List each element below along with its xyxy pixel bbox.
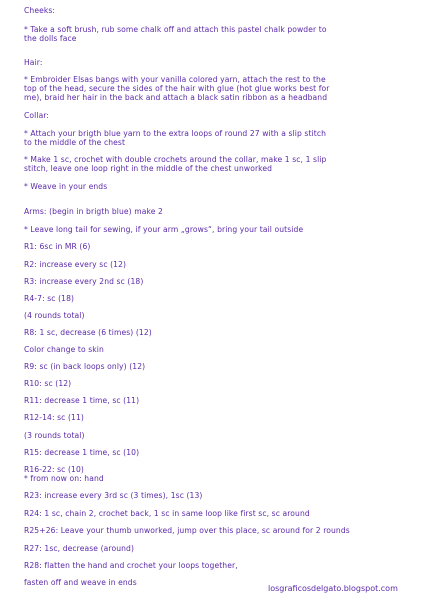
pattern-row: R11: decrease 1 time, sc (11) xyxy=(24,396,140,405)
blog-url-footer: losgraficosdelgato.blogspot.com xyxy=(268,584,398,593)
pattern-row: R3: increase every 2nd sc (18) xyxy=(24,277,144,286)
text-line: * Embroider Elsas bangs with your vanilla colored yarn, attach the rest to the xyxy=(24,75,326,84)
heading-hair: Hair: xyxy=(24,58,43,67)
text-line: * Weave in your ends xyxy=(24,182,108,191)
pattern-row: R9: sc (in back loops only) (12) xyxy=(24,362,146,371)
pattern-row: R12-14: sc (11) xyxy=(24,413,84,422)
text-line: top of the head, secure the sides of the hair with glue (hot glue works best for xyxy=(24,84,330,93)
text-line: to the middle of the chest xyxy=(24,138,126,147)
pattern-row: R10: sc (12) xyxy=(24,379,72,388)
text-line: * Leave long tail for sewing, if your arm „grows“, bring your tail outside xyxy=(24,225,304,234)
pattern-row: R25+26: Leave your thumb unworked, jump over this place, sc around for 2 rounds xyxy=(24,526,350,535)
heading-arms: Arms: (begin in brigth blue) make 2 xyxy=(24,207,163,216)
heading-collar: Collar: xyxy=(24,111,50,120)
pattern-note: * from now on: hand xyxy=(24,474,104,483)
text-line: * Attach your brigth blue yarn to the extra loops of round 27 with a slip stitch xyxy=(24,129,327,138)
pattern-row: R15: decrease 1 time, sc (10) xyxy=(24,448,140,457)
pattern-note: (3 rounds total) xyxy=(24,431,85,440)
pattern-note: Color change to skin xyxy=(24,345,104,354)
text-line: stitch, leave one loop right in the middle of the chest unworked xyxy=(24,164,273,173)
pattern-row: R1: 6sc in MR (6) xyxy=(24,242,91,251)
pattern-row: R28: flatten the hand and crochet your loops together, xyxy=(24,561,238,570)
text-line: * Take a soft brush, rub some chalk off and attach this pastel chalk powder to xyxy=(24,25,327,34)
pattern-row: R16-22: sc (10) xyxy=(24,465,84,474)
pattern-row: R4-7: sc (18) xyxy=(24,294,75,303)
pattern-row: R24: 1 sc, chain 2, crochet back, 1 sc in same loop like first sc, sc around xyxy=(24,509,310,518)
pattern-row: R8: 1 sc, decrease (6 times) (12) xyxy=(24,328,152,337)
heading-cheeks: Cheeks: xyxy=(24,6,56,15)
pattern-note: (4 rounds total) xyxy=(24,311,85,320)
text-line: the dolls face xyxy=(24,34,77,43)
pattern-row: R23: increase every 3rd sc (3 times), 1sc (13) xyxy=(24,491,203,500)
pattern-note: fasten off and weave in ends xyxy=(24,578,137,587)
pattern-row: R2: increase every sc (12) xyxy=(24,260,127,269)
text-line: me), braid her hair in the back and attach a black satin ribbon as a headband xyxy=(24,93,328,102)
pattern-row: R27: 1sc, decrease (around) xyxy=(24,544,135,553)
text-line: * Make 1 sc, crochet with double crochets around the collar, make 1 sc, 1 slip xyxy=(24,155,327,164)
